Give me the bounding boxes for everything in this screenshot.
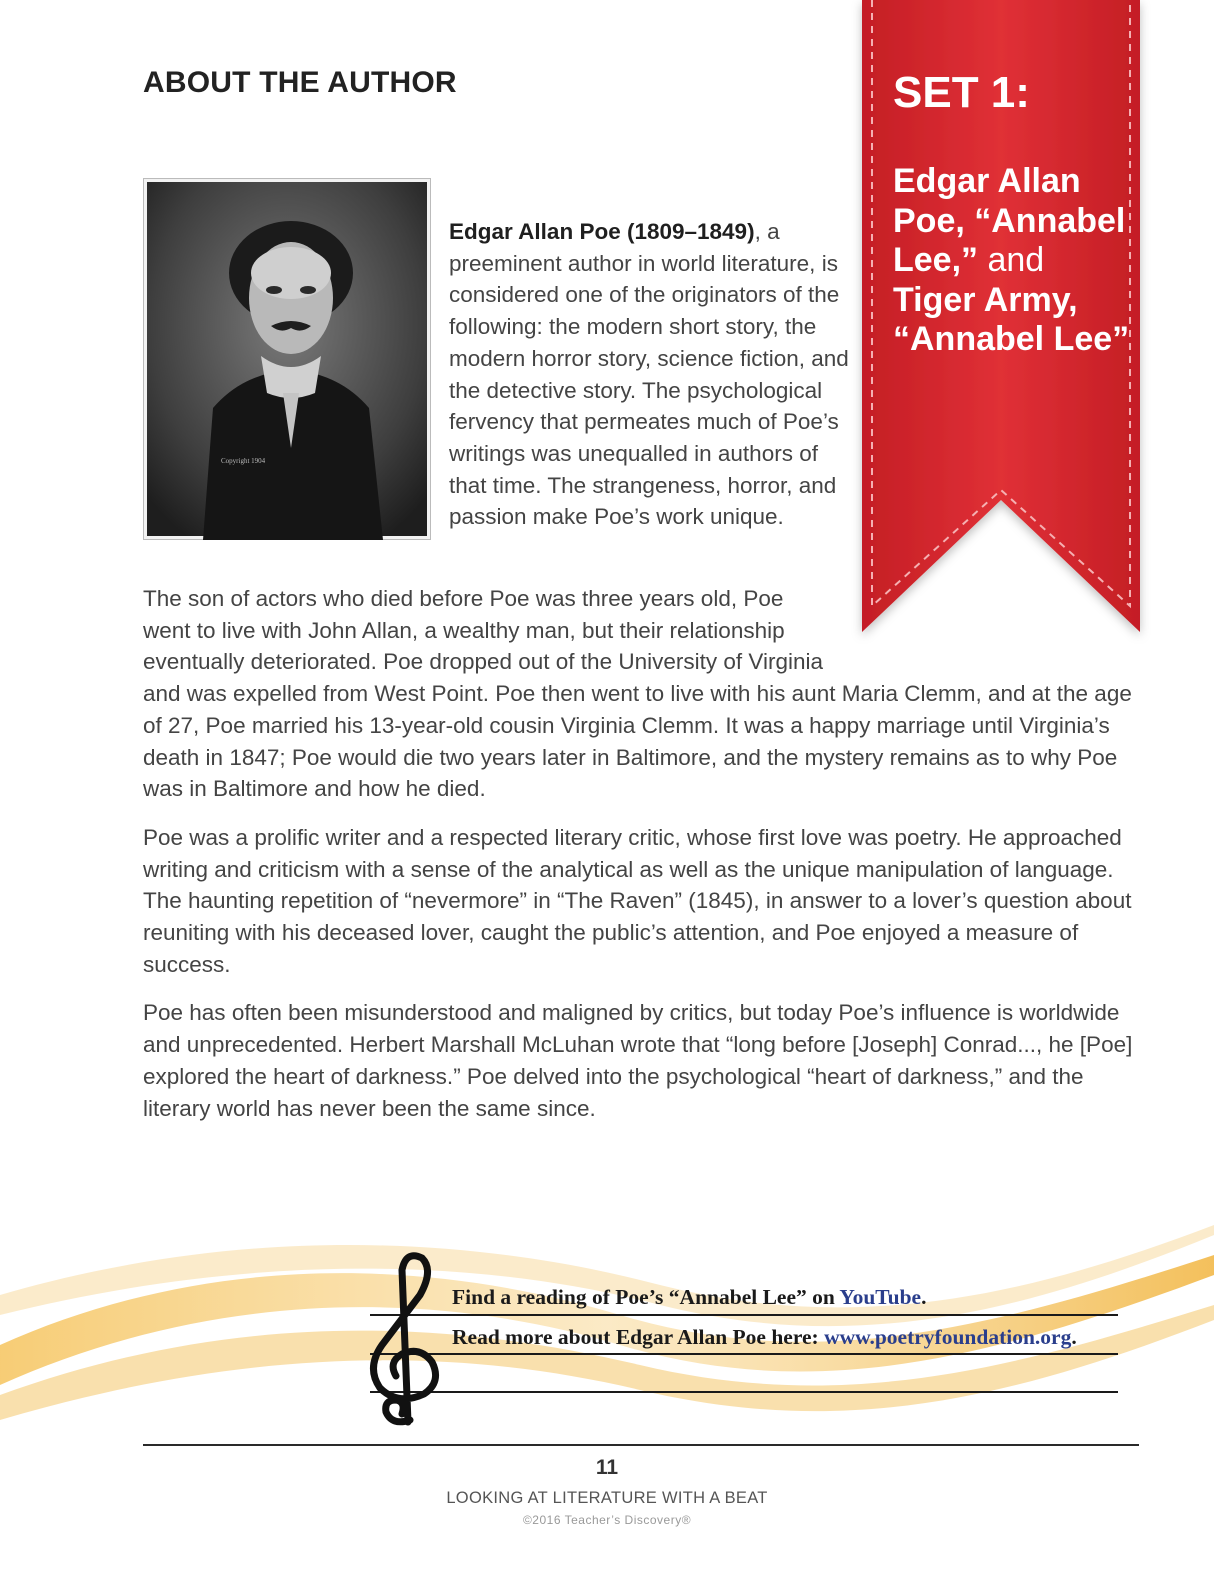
resource-links [452,1282,1077,1362]
paragraph-1-rest: and was expelled from West Point. Poe then went to live with his aunt Maria Clemm, and at the age of 27, Poe married his 13-year-old cousin Virginia Clemm. It was a happy marriage until Virginia’s death in 1847; Poe would die two years later in Baltimore, and the mystery remains as to why Poe was in Baltimore and how he died. [143,681,1132,802]
poetry-foundation-line [452,1322,1077,1362]
poetry-foundation-line-text: Read more about Edgar Allan Poe here: [452,1325,825,1349]
staff-line [370,1391,1118,1393]
set-subtitle-line: Edgar Allan [893,162,1081,200]
set-title: SET 1: [893,68,1030,117]
paragraph-3: Poe has often been misunderstood and maligned by critics, but today Poe’s influence is worldwide and unprecedented. Herbert Marshall McLuhan wrote that “long before [Joseph] Conrad..., he [Poe] explored the heart of darkness.” Poe delved into the psychological “heart of darkness,” and the literary world has never been the same since. [143,1000,1133,1121]
author-portrait [143,178,431,540]
youtube-link[interactable]: YouTube [839,1285,922,1309]
footer-title: LOOKING AT LITERATURE WITH A BEAT [446,1489,768,1507]
set-subtitle-line: Tiger Army, [893,280,1078,319]
youtube-line-text: Find a reading of Poe’s “Annabel Lee” on [452,1285,840,1309]
set-subtitle-bold: Lee,” [893,241,979,279]
intro-paragraph [449,216,849,533]
set-subtitle [893,162,1143,360]
paragraph-1 [143,583,1143,805]
set-subtitle-line: “Annabel Lee” [893,320,1130,358]
copyright: ©2016 Teacher’s Discovery® [522,1513,692,1527]
youtube-line [452,1282,1077,1322]
set-subtitle-light: and [978,241,1045,279]
page-number: 11 [595,1456,619,1479]
svg-text:Copyright 1904: Copyright 1904 [221,457,266,465]
author-name: Edgar Allan Poe (1809–1849) [449,219,755,244]
intro-text: , a preeminent author in world literature, is considered one of the originators of the following: the modern short story, the modern horror story, science fiction, and the detective story. The psychological fervency that permeates much of Poe’s writings was unequalled in authors of that time. The strangeness, horror, and passion make Poe’s work unique. [449,219,849,530]
section-heading: ABOUT THE AUTHOR [143,66,457,99]
youtube-line-end: . [921,1285,927,1309]
set-subtitle-line [893,241,1143,281]
poetry-foundation-line-end: . [1071,1325,1077,1349]
paragraph-1-line: went to live with John Allan, a wealthy man, but their relationship [143,617,785,643]
poetry-foundation-link[interactable]: www.poetryfoundation.org [824,1325,1072,1349]
body-text [143,583,1143,1141]
treble-clef-icon [362,1250,452,1430]
footer-divider [143,1444,1139,1446]
set-subtitle-line: Poe, “Annabel [893,201,1126,240]
paragraph-1-line: eventually deteriorated. Poe dropped out of the University of Virginia [143,649,823,675]
paragraph-2: Poe was a prolific writer and a respected literary critic, whose first love was poetry. He approached writing and criticism with a sense of the analytical as well as the unique manipulation of language. The haunting repetition of “nevermore” in “The Raven” (1845), in answer to a lover’s question about reuniting with his deceased lover, caught the public’s attention, and Poe enjoyed a measure of success. [143,824,1132,977]
paragraph-1-line: The son of actors who died before Poe was three years old, Poe [143,586,784,611]
